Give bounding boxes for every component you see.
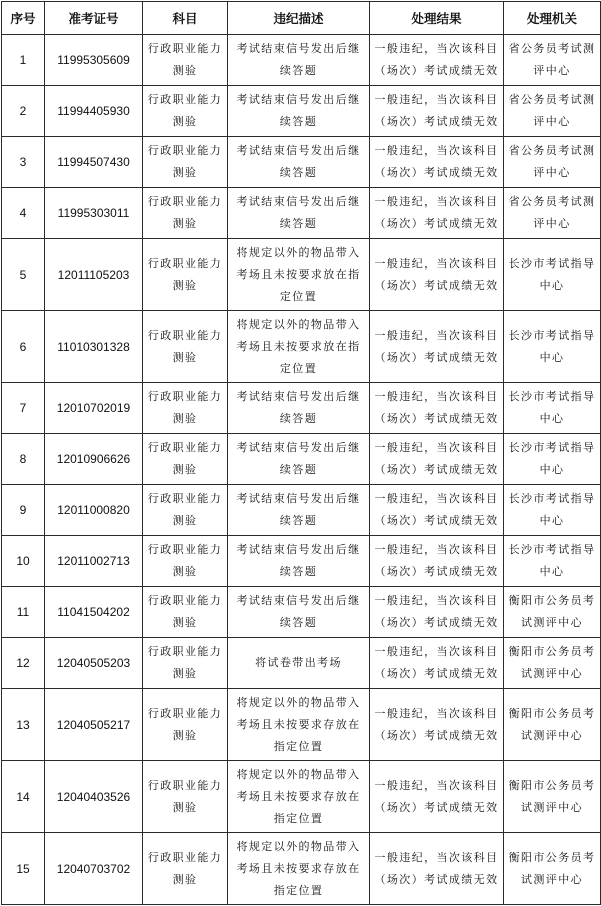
subject-cell: 行政职业能力测验 — [143, 536, 228, 587]
row-index: 13 — [2, 689, 45, 761]
table-row — [2, 311, 601, 383]
subject-cell: 行政职业能力测验 — [143, 587, 228, 638]
table-row — [2, 485, 601, 536]
violation-description: 将规定以外的物品带入考场且未按要求存放在指定位置 — [228, 689, 370, 761]
table-row — [2, 239, 601, 311]
authority-cell: 衡阳市公务员考试测评中心 — [504, 638, 601, 689]
authority-cell: 长沙市考试指导中心 — [504, 239, 601, 311]
result-cell: 一般违纪，当次该科目（场次）考试成绩无效 — [370, 434, 504, 485]
violation-description: 考试结束信号发出后继续答题 — [228, 587, 370, 638]
ticket-number: 12010906626 — [45, 434, 143, 485]
ticket-number: 11994405930 — [45, 86, 143, 137]
row-index: 7 — [2, 383, 45, 434]
row-index: 10 — [2, 536, 45, 587]
row-index: 12 — [2, 638, 45, 689]
table-row — [2, 35, 601, 86]
table-row — [2, 137, 601, 188]
subject-cell: 行政职业能力测验 — [143, 689, 228, 761]
table-row — [2, 689, 601, 761]
ticket-number: 12011105203 — [45, 239, 143, 311]
row-index: 11 — [2, 587, 45, 638]
header-index: 序号 — [2, 2, 45, 35]
violation-description: 考试结束信号发出后继续答题 — [228, 188, 370, 239]
result-cell: 一般违纪，当次该科目（场次）考试成绩无效 — [370, 239, 504, 311]
table-row — [2, 383, 601, 434]
result-cell: 一般违纪，当次该科目（场次）考试成绩无效 — [370, 587, 504, 638]
row-index: 9 — [2, 485, 45, 536]
result-cell: 一般违纪，当次该科目（场次）考试成绩无效 — [370, 536, 504, 587]
subject-cell: 行政职业能力测验 — [143, 485, 228, 536]
row-index: 4 — [2, 188, 45, 239]
subject-cell: 行政职业能力测验 — [143, 311, 228, 383]
authority-cell: 省公务员考试测评中心 — [504, 35, 601, 86]
table-row — [2, 833, 601, 905]
table-header-row — [2, 2, 601, 35]
header-subject: 科目 — [143, 2, 228, 35]
ticket-number: 11995305609 — [45, 35, 143, 86]
authority-cell: 衡阳市公务员考试测评中心 — [504, 833, 601, 905]
violation-description: 将规定以外的物品带入考场且未按要求放在指定位置 — [228, 311, 370, 383]
ticket-number: 11995303011 — [45, 188, 143, 239]
violation-description: 考试结束信号发出后继续答题 — [228, 86, 370, 137]
authority-cell: 衡阳市公务员考试测评中心 — [504, 761, 601, 833]
ticket-number: 12011000820 — [45, 485, 143, 536]
row-index: 15 — [2, 833, 45, 905]
table-row — [2, 434, 601, 485]
subject-cell: 行政职业能力测验 — [143, 638, 228, 689]
table-row — [2, 536, 601, 587]
table-row — [2, 188, 601, 239]
table-row — [2, 638, 601, 689]
subject-cell: 行政职业能力测验 — [143, 434, 228, 485]
result-cell: 一般违纪，当次该科目（场次）考试成绩无效 — [370, 86, 504, 137]
result-cell: 一般违纪，当次该科目（场次）考试成绩无效 — [370, 188, 504, 239]
violation-description: 考试结束信号发出后继续答题 — [228, 485, 370, 536]
result-cell: 一般违纪，当次该科目（场次）考试成绩无效 — [370, 485, 504, 536]
authority-cell: 省公务员考试测评中心 — [504, 188, 601, 239]
violation-description: 考试结束信号发出后继续答题 — [228, 434, 370, 485]
subject-cell: 行政职业能力测验 — [143, 86, 228, 137]
violation-description: 将规定以外的物品带入考场且未按要求存放在指定位置 — [228, 833, 370, 905]
authority-cell: 长沙市考试指导中心 — [504, 536, 601, 587]
violation-description: 考试结束信号发出后继续答题 — [228, 137, 370, 188]
violation-description: 将规定以外的物品带入考场且未按要求放在指定位置 — [228, 239, 370, 311]
authority-cell: 省公务员考试测评中心 — [504, 137, 601, 188]
row-index: 14 — [2, 761, 45, 833]
header-violation-description: 违纪描述 — [228, 2, 370, 35]
result-cell: 一般违纪，当次该科目（场次）考试成绩无效 — [370, 638, 504, 689]
ticket-number: 12040505203 — [45, 638, 143, 689]
subject-cell: 行政职业能力测验 — [143, 188, 228, 239]
subject-cell: 行政职业能力测验 — [143, 833, 228, 905]
table-row — [2, 761, 601, 833]
row-index: 6 — [2, 311, 45, 383]
ticket-number: 11994507430 — [45, 137, 143, 188]
violation-description: 将规定以外的物品带入考场且未按要求存放在指定位置 — [228, 761, 370, 833]
header-result: 处理结果 — [370, 2, 504, 35]
subject-cell: 行政职业能力测验 — [143, 383, 228, 434]
header-ticket-number: 准考证号 — [45, 2, 143, 35]
ticket-number: 12040703702 — [45, 833, 143, 905]
violation-description: 考试结束信号发出后继续答题 — [228, 536, 370, 587]
ticket-number: 12010702019 — [45, 383, 143, 434]
authority-cell: 长沙市考试指导中心 — [504, 311, 601, 383]
row-index: 8 — [2, 434, 45, 485]
violation-description: 将试卷带出考场 — [228, 638, 370, 689]
row-index: 3 — [2, 137, 45, 188]
ticket-number: 12040403526 — [45, 761, 143, 833]
authority-cell: 长沙市考试指导中心 — [504, 383, 601, 434]
table-row — [2, 587, 601, 638]
violation-description: 考试结束信号发出后继续答题 — [228, 383, 370, 434]
subject-cell: 行政职业能力测验 — [143, 35, 228, 86]
authority-cell: 省公务员考试测评中心 — [504, 86, 601, 137]
authority-cell: 衡阳市公务员考试测评中心 — [504, 689, 601, 761]
result-cell: 一般违纪，当次该科目（场次）考试成绩无效 — [370, 761, 504, 833]
violations-table — [1, 1, 601, 905]
ticket-number: 11010301328 — [45, 311, 143, 383]
result-cell: 一般违纪，当次该科目（场次）考试成绩无效 — [370, 35, 504, 86]
row-index: 1 — [2, 35, 45, 86]
ticket-number: 11041504202 — [45, 587, 143, 638]
result-cell: 一般违纪，当次该科目（场次）考试成绩无效 — [370, 833, 504, 905]
ticket-number: 12040505217 — [45, 689, 143, 761]
row-index: 5 — [2, 239, 45, 311]
result-cell: 一般违纪，当次该科目（场次）考试成绩无效 — [370, 137, 504, 188]
result-cell: 一般违纪，当次该科目（场次）考试成绩无效 — [370, 689, 504, 761]
violation-description: 考试结束信号发出后继续答题 — [228, 35, 370, 86]
header-authority: 处理机关 — [504, 2, 601, 35]
row-index: 2 — [2, 86, 45, 137]
subject-cell: 行政职业能力测验 — [143, 761, 228, 833]
subject-cell: 行政职业能力测验 — [143, 239, 228, 311]
subject-cell: 行政职业能力测验 — [143, 137, 228, 188]
table-body — [2, 35, 601, 905]
ticket-number: 12011002713 — [45, 536, 143, 587]
authority-cell: 衡阳市公务员考试测评中心 — [504, 587, 601, 638]
authority-cell: 长沙市考试指导中心 — [504, 485, 601, 536]
result-cell: 一般违纪，当次该科目（场次）考试成绩无效 — [370, 383, 504, 434]
result-cell: 一般违纪，当次该科目（场次）考试成绩无效 — [370, 311, 504, 383]
authority-cell: 长沙市考试指导中心 — [504, 434, 601, 485]
table-row — [2, 86, 601, 137]
